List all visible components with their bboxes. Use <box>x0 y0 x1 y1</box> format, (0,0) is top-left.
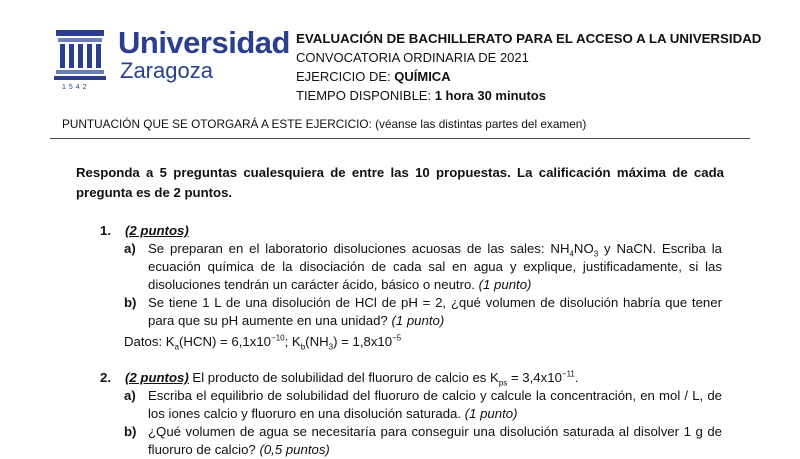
data-text: ) = 1,8x10 <box>333 334 393 349</box>
data-text: ; K <box>284 334 301 349</box>
question-1-data <box>124 333 401 351</box>
part-text <box>148 387 722 423</box>
part-label: b) <box>124 424 137 439</box>
subject-value: QUÍMICA <box>394 69 451 84</box>
statement-text: = 3,4x10 <box>507 370 562 385</box>
statement-text: El producto de solubilidad del fluoruro de calcio es K <box>188 370 499 385</box>
part-points: (1 punto) <box>464 406 518 421</box>
subscript: 4 <box>569 249 574 259</box>
part-label: a) <box>124 241 136 256</box>
question-points <box>125 222 189 240</box>
data-text: (NH <box>305 334 329 349</box>
question-number: 2. <box>100 370 111 385</box>
part-points: (1 punto) <box>391 313 445 328</box>
part-text-body: Escriba el equilibrio de solubilidad del fluoruro de calcio y calcule la concentración, en mol / L, de los iones calcio y fluoruro en una disolución saturada. <box>148 388 722 421</box>
part-text-b: NO <box>573 241 594 256</box>
subject-label: EJERCICIO DE: <box>296 69 391 84</box>
statement-text: . <box>574 370 579 385</box>
part-text-c: y NaCN. Escriba la ecuación química de la disociación de cada sal en agua y explique, justificadamente, si las disoluciones tendrán un carácter ácido, básico o neutro. <box>148 241 722 292</box>
building-emblem-icon <box>52 26 108 86</box>
exam-call: CONVOCATORIA ORDINARIA DE 2021 <box>296 50 529 65</box>
part-points: (1 punto) <box>478 277 532 292</box>
part-text-a: Se preparan en el laboratorio disoluciones acuosas de las sales: NH <box>148 241 570 256</box>
data-text: (HCN) = 6,1x10 <box>179 334 272 349</box>
university-city: Zaragoza <box>120 58 213 83</box>
score-line: PUNTUACIÓN QUE SE OTORGARÁ A ESTE EJERCICIO: (véanse las distintas partes del examen) <box>62 117 587 131</box>
data-prefix: Datos: K <box>124 334 175 349</box>
question-statement <box>125 369 579 387</box>
subscript: 3 <box>328 342 334 352</box>
time-label: TIEMPO DISPONIBLE: <box>296 88 432 103</box>
subscript: ps <box>498 378 508 388</box>
divider <box>50 138 750 139</box>
university-logo <box>52 26 292 98</box>
part-text-body: ¿Qué volumen de agua se necesitaría para conseguir una disolución saturada al disolver 1 g de fluoruro de calcio? <box>148 424 722 457</box>
subscript: 3 <box>593 249 599 259</box>
exam-time <box>296 86 761 105</box>
part-text <box>148 240 722 294</box>
time-value: 1 hora 30 minutos <box>434 88 546 103</box>
founding-year: 1542 <box>62 84 90 91</box>
subscript: b <box>300 342 306 352</box>
university-name: Universidad <box>118 25 290 60</box>
exam-header <box>296 29 761 105</box>
points-label: (2 puntos) <box>125 223 189 238</box>
part-points: (0,5 puntos) <box>259 442 330 457</box>
exam-title: EVALUACIÓN DE BACHILLERATO PARA EL ACCESO A LA UNIVERSIDAD <box>296 31 762 46</box>
question-1 <box>76 222 724 352</box>
points-label: (2 puntos) <box>125 370 189 385</box>
question-2 <box>76 369 724 457</box>
part-text-body: Se tiene 1 L de una disolución de HCl de pH = 2, ¿qué volumen de disolución habría que tener para que su pH aumente en una unidad? <box>148 295 722 328</box>
superscript: −11 <box>561 369 575 379</box>
instructions: Responda a 5 preguntas cualesquiera de entre las 10 propuestas. La calificación máxima de cada pregunta es de 2 puntos. <box>76 165 724 200</box>
part-text <box>148 294 722 330</box>
superscript: −10 <box>271 333 285 343</box>
exam-subject <box>296 67 761 86</box>
subscript: a <box>174 342 180 352</box>
superscript: −5 <box>392 333 402 343</box>
part-label: a) <box>124 388 136 403</box>
question-number: 1. <box>100 223 111 238</box>
part-text <box>148 423 722 459</box>
part-label: b) <box>124 295 137 310</box>
